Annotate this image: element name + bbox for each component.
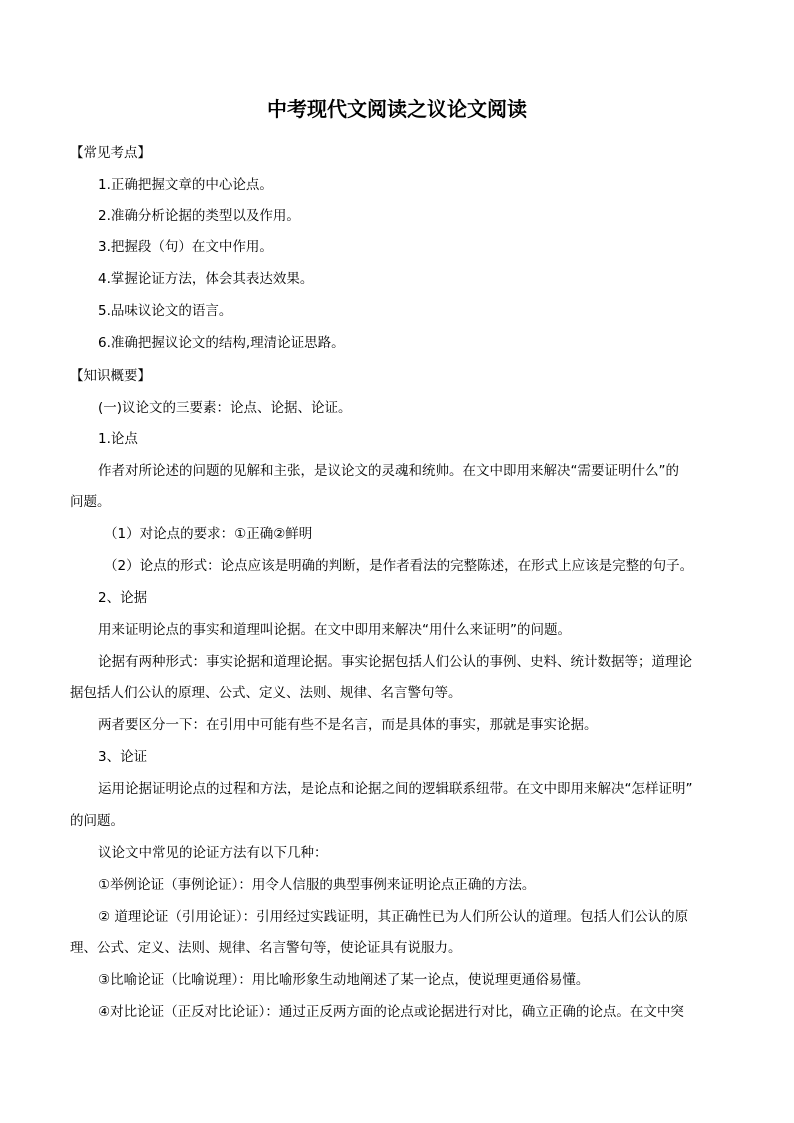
section-heading-overview: 【知识概要】 [70, 368, 151, 384]
list-item: 3.把握段（句）在文中作用。 [98, 239, 273, 255]
paragraph-line: 3、论证 [98, 749, 148, 765]
paragraph-line: 2、论据 [98, 590, 148, 606]
paragraph-line: （1）对论点的要求：①正确②鲜明 [104, 526, 313, 542]
list-item: 1.正确把握文章的中心论点。 [98, 177, 273, 193]
paragraph-line: 运用论据证明论点的过程和方法，是论点和论据之间的逻辑联系纽带。在文中即用来解决“怎样证明” [98, 781, 693, 797]
paragraph-line: 用来证明论点的事实和道理叫论据。在文中即用来解决“用什么来证明”的问题。 [98, 622, 571, 638]
paragraph-line: ④对比论证（正反对比论证）：通过正反两方面的论点或论据进行对比，确立正确的论点。在文中突 [98, 1004, 684, 1020]
paragraph-line: 理、公式、定义、法则、规律、名言警句等，使论证具有说服力。 [70, 940, 462, 956]
list-item: 4.掌握论证方法，体会其表达效果。 [98, 271, 314, 287]
page-title: 中考现代文阅读之议论文阅读 [267, 97, 527, 121]
paragraph-line: 论据有两种形式：事实论据和道理论据。事实论据包括人们公认的事例、史料、统计数据等；道理论 [98, 654, 692, 670]
paragraph-line: 的问题。 [70, 813, 124, 829]
paragraph-line: ② 道理论证（引用论证）：引用经过实践证明，其正确性已为人们所公认的道理。包括人们公认的原 [98, 909, 689, 925]
paragraph-line: (一)议论文的三要素：论点、论据、论证。 [98, 400, 352, 416]
paragraph-line: 两者要区分一下：在引用中可能有些不是名言，而是具体的事实，那就是事实论据。 [98, 717, 598, 733]
paragraph-line: ①举例论证（事例论证）：用令人信服的典型事例来证明论点正确的方法。 [98, 877, 536, 893]
paragraph-line: （2）论点的形式：论点应该是明确的判断，是作者看法的完整陈述，在形式上应该是完整的句子。 [104, 558, 694, 574]
paragraph-line: 据包括人们公认的原理、公式、定义、法则、规律、名言警句等。 [70, 685, 462, 701]
paragraph-line: 1.论点 [98, 431, 138, 447]
list-item: 5.品味议论文的语言。 [98, 303, 233, 319]
paragraph-line: 议论文中常见的论证方法有以下几种： [98, 845, 328, 861]
section-heading-common-points: 【常见考点】 [70, 145, 151, 161]
list-item: 2.准确分析论据的类型以及作用。 [98, 208, 300, 224]
paragraph-line: 作者对所论述的问题的见解和主张，是议论文的灵魂和统帅。在文中即用来解决“需要证明什么”的 [98, 463, 679, 479]
paragraph-line: ③比喻论证（比喻说理）：用比喻形象生动地阐述了某一论点，使说理更通俗易懂。 [98, 972, 590, 988]
list-item: 6.准确把握议论文的结构,理清论证思路。 [98, 335, 345, 351]
paragraph-line: 问题。 [70, 494, 111, 510]
